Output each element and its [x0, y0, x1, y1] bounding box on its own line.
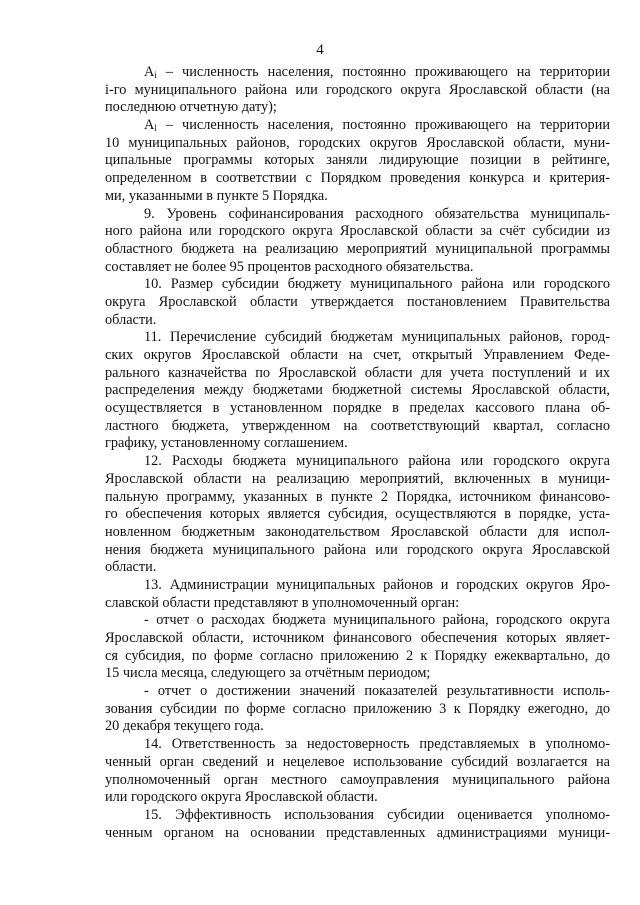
text-line: рального казначейства по Ярославской области для учета поступлений и их — [105, 364, 610, 381]
text-line: или городского округа Ярославской области. — [105, 789, 378, 806]
text-line: 11. Перечисление субсидий бюджетам муниципальных районов, город- — [144, 329, 610, 346]
paragraph-15 — [105, 807, 610, 842]
text-line: 15. Эффективность использования субсидии оценивается уполномо- — [144, 806, 610, 823]
text-line: ластного бюджета, утвержденном на соответствующий квартал, согласно — [105, 417, 610, 434]
text-line: $А_i$ – численность населения, постоянно проживающего на территории — [144, 64, 610, 80]
text-line: - отчет о расходах бюджета муниципального района, городского округа — [144, 612, 610, 629]
text-line: 15 числа месяца, следующего за отчётным периодом; — [105, 665, 431, 682]
text-line: зования субсидии по форме согласно приложению 3 к Порядку ежегодно, до — [105, 700, 610, 717]
text-line: 10. Размер субсидии бюджету муниципального района или городского — [144, 276, 610, 293]
text-line: 13. Администрации муниципальных районов и городских округов Яро- — [144, 576, 610, 593]
formula-subscript: l — [154, 123, 157, 134]
text-line: областного бюджета на реализацию мероприятий муниципальной программы — [105, 240, 610, 257]
ai-definition — [105, 64, 610, 117]
paragraph-13-item-2 — [105, 683, 610, 736]
text-line: 9. Уровень софинансирования расходного обязательства муниципаль- — [144, 205, 610, 222]
text-line: пальную программу, указанных в пункте 2 Порядка, источником финансово- — [105, 488, 610, 505]
text-line: 20 декабря текущего года. — [105, 718, 264, 735]
al-definition — [105, 117, 610, 205]
page-number: 4 — [316, 42, 324, 58]
text-line: го обеспечения которых является субсидия, осуществляются в порядке, уста- — [105, 506, 610, 523]
text-line: новленном бюджетным законодательством Ярославской области для испол- — [105, 523, 610, 540]
paragraph-10 — [105, 276, 610, 329]
paragraph-9 — [105, 206, 610, 277]
text-line: нения бюджета муниципального района или городского округа Ярославской — [105, 541, 610, 558]
text-line: уполномоченный орган местного самоуправления муниципального района — [105, 771, 610, 788]
text-line: ченный орган сведений и нецелевое использование субсидий возлагается на — [105, 753, 610, 770]
text-line: графику, установленному соглашением. — [105, 435, 348, 452]
formula-symbol: А — [144, 117, 155, 134]
text-line: $А_l$ – численность населения, постоянно проживающего на территории — [144, 117, 610, 134]
text-line: последнюю отчетную дату); — [105, 99, 277, 116]
text-line: 12. Расходы бюджета муниципального района или городского округа — [144, 453, 610, 470]
text-line: ся субсидия, по форме согласно приложению 2 к Порядку ежеквартально, до — [105, 647, 610, 664]
text-line: 14. Ответственность за недостоверность представляемых в уполномо- — [144, 736, 610, 753]
text-line: ских округов Ярославской области на счет, открытый Управлением Феде- — [105, 347, 610, 363]
text-line: распределения между бюджетами бюджетной системы Ярославской области, — [105, 382, 610, 399]
text-line: осуществляется в установленном порядке в пределах кассового плана об- — [105, 400, 610, 417]
text-line: 10 муниципальных районов, городских округов Ярославской области, муни- — [105, 134, 610, 151]
document-body — [105, 64, 610, 842]
paragraph-12 — [105, 453, 610, 577]
text-line: Ярославской области, источником финансового обеспечения которых являет- — [105, 630, 610, 646]
paragraph-13 — [105, 577, 610, 612]
text-line: - отчет о достижении значений показателей результативности исполь- — [144, 683, 610, 700]
text-line: области. — [105, 311, 157, 328]
paragraph-13-item-1 — [105, 612, 610, 683]
text-line: области. — [105, 559, 157, 576]
formula-symbol: А — [144, 64, 155, 80]
text-line: ного района или городского округа Ярославской области за счёт субсидии из — [105, 223, 610, 240]
text-line: славской области представляют в уполномоченный орган: — [105, 594, 460, 611]
text-line: составляет не более 95 процентов расходного обязательства. — [105, 258, 474, 275]
text-line: ми, указанными в пункте 5 Порядка. — [105, 187, 328, 204]
text-line: ченным органом на основании представленных администрациями муници- — [105, 824, 610, 841]
paragraph-11 — [105, 329, 610, 453]
text-line: Ярославской области на реализацию мероприятий, включенных в муници- — [105, 470, 610, 487]
text-line: определенном в соответствии с Порядком проведения конкурса и критерия- — [105, 170, 610, 187]
text-line: i-го муниципального района или городского округа Ярославской области (на — [105, 81, 610, 98]
paragraph-14 — [105, 736, 610, 807]
formula-subscript: i — [154, 70, 157, 80]
text-line: ципальные программы которых заняли лидирующие позиции в рейтинге, — [105, 152, 610, 169]
text-line: округа Ярославской области утверждается постановлением Правительства — [105, 293, 610, 310]
